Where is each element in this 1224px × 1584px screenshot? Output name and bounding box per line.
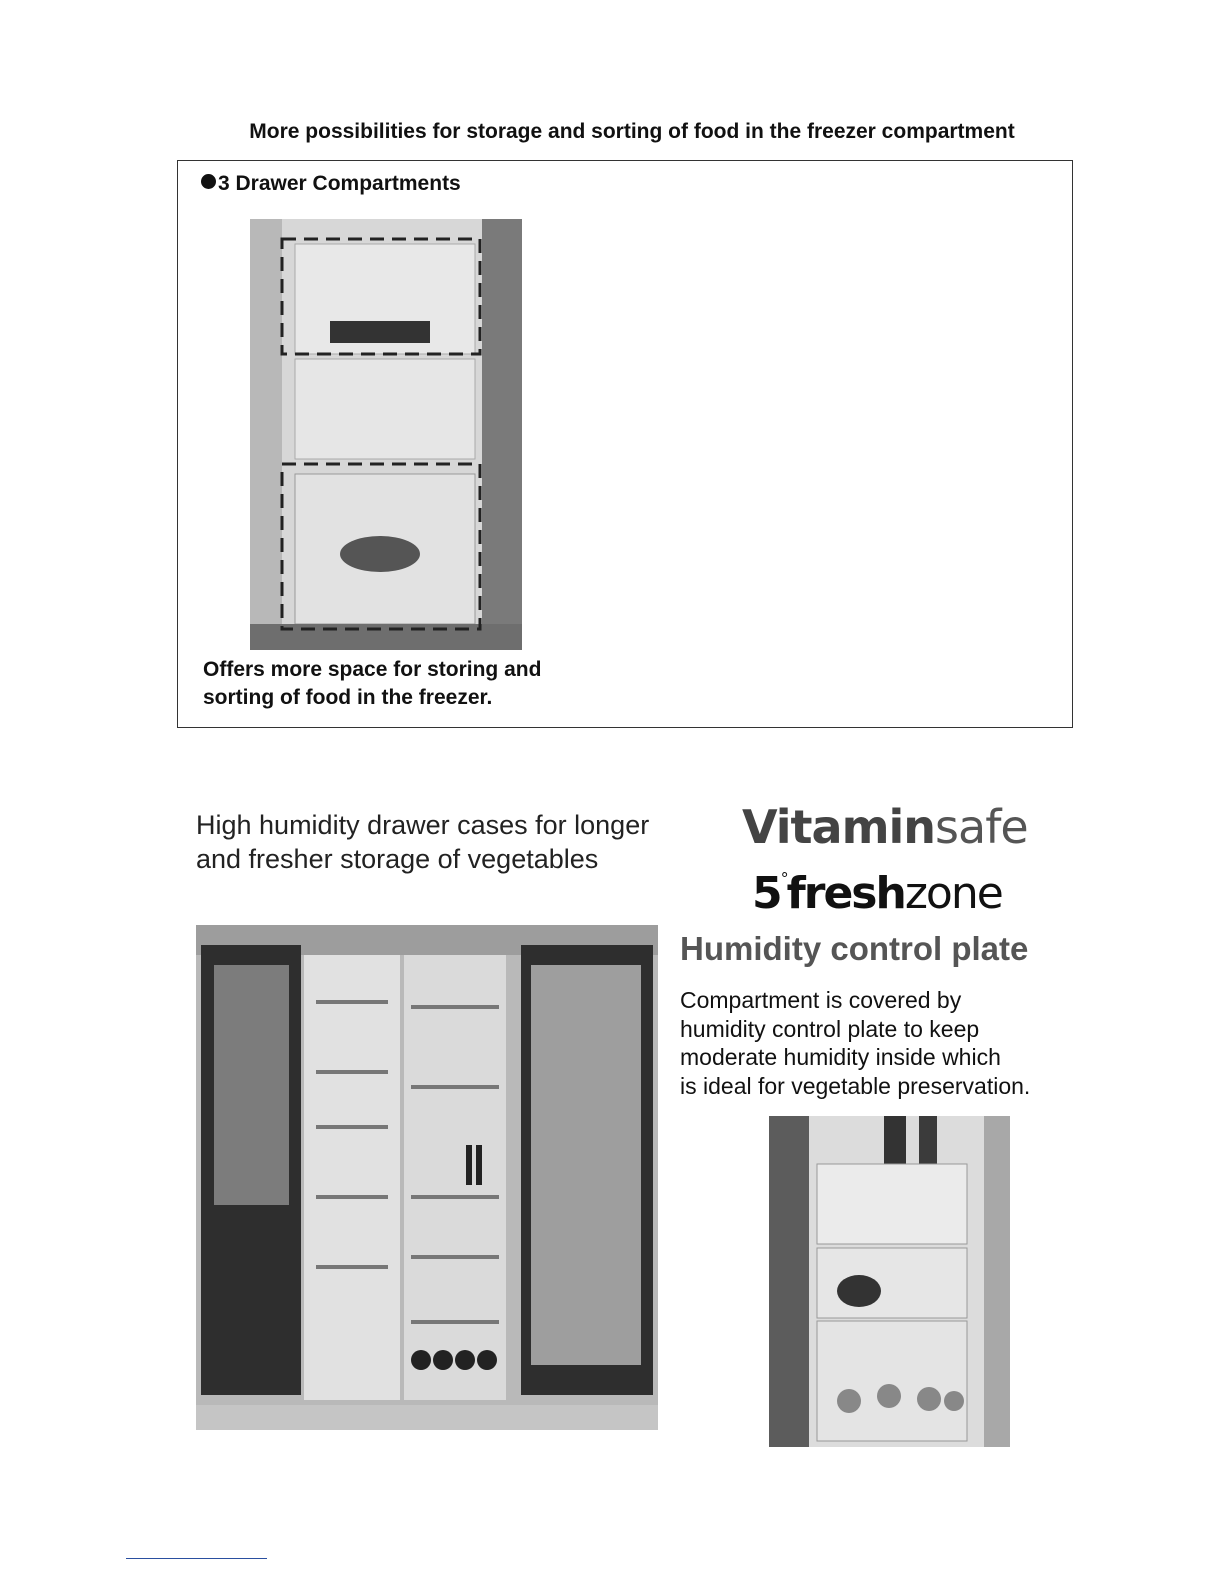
- freezer-caption-line-1: Offers more space for storing and: [203, 658, 542, 681]
- humidity-description: [680, 986, 1100, 1100]
- humidity-description-line-2: humidity control plate to keep: [680, 1015, 980, 1042]
- drawer-compartments-heading: [201, 172, 461, 196]
- freshzone-bold: fresh: [786, 868, 905, 919]
- freezer-section-title: More possibilities for storage and sorting of food in the freezer compartment: [249, 120, 1015, 143]
- vegetable-drawer-photo: [769, 1116, 1010, 1447]
- freshzone-logo: [752, 868, 1002, 919]
- freezer-drawers-illustration: [250, 219, 522, 650]
- vitaminsafe-logo-suffix: safe: [935, 800, 1028, 854]
- freezer-caption-line-2: sorting of food in the freezer.: [203, 686, 493, 709]
- vitaminsafe-logo-prefix: Vita: [742, 800, 842, 854]
- humidity-description-line-1: Compartment is covered by: [680, 987, 962, 1013]
- freezer-drawers-photo: [250, 219, 522, 650]
- humidity-description-line-4: is ideal for vegetable preservation.: [680, 1072, 1031, 1099]
- freshzone-light: zone: [904, 868, 1002, 919]
- humidity-control-plate-heading: Humidity control plate: [680, 930, 1029, 967]
- bullet-icon: [201, 174, 216, 189]
- fridge-open-illustration: [196, 925, 658, 1430]
- drawer-compartments-label: 3 Drawer Compartments: [218, 172, 461, 195]
- humidity-description-line-3: moderate humidity inside which: [680, 1044, 1001, 1070]
- vegetable-drawer-illustration: [769, 1116, 1010, 1447]
- vitaminsafe-logo-main: min: [841, 800, 936, 854]
- fridge-open-photo: [196, 925, 658, 1430]
- freezer-caption: [203, 656, 623, 712]
- humidity-heading-line-2: and fresher storage of vegetables: [196, 844, 599, 874]
- freshzone-number: 5: [752, 868, 781, 919]
- freshzone-degree: °: [780, 869, 787, 888]
- footer-rule: [126, 1558, 267, 1559]
- vitaminsafe-logo: [742, 800, 1028, 854]
- humidity-drawer-heading: [196, 808, 696, 876]
- humidity-heading-line-1: High humidity drawer cases for longer: [196, 810, 650, 840]
